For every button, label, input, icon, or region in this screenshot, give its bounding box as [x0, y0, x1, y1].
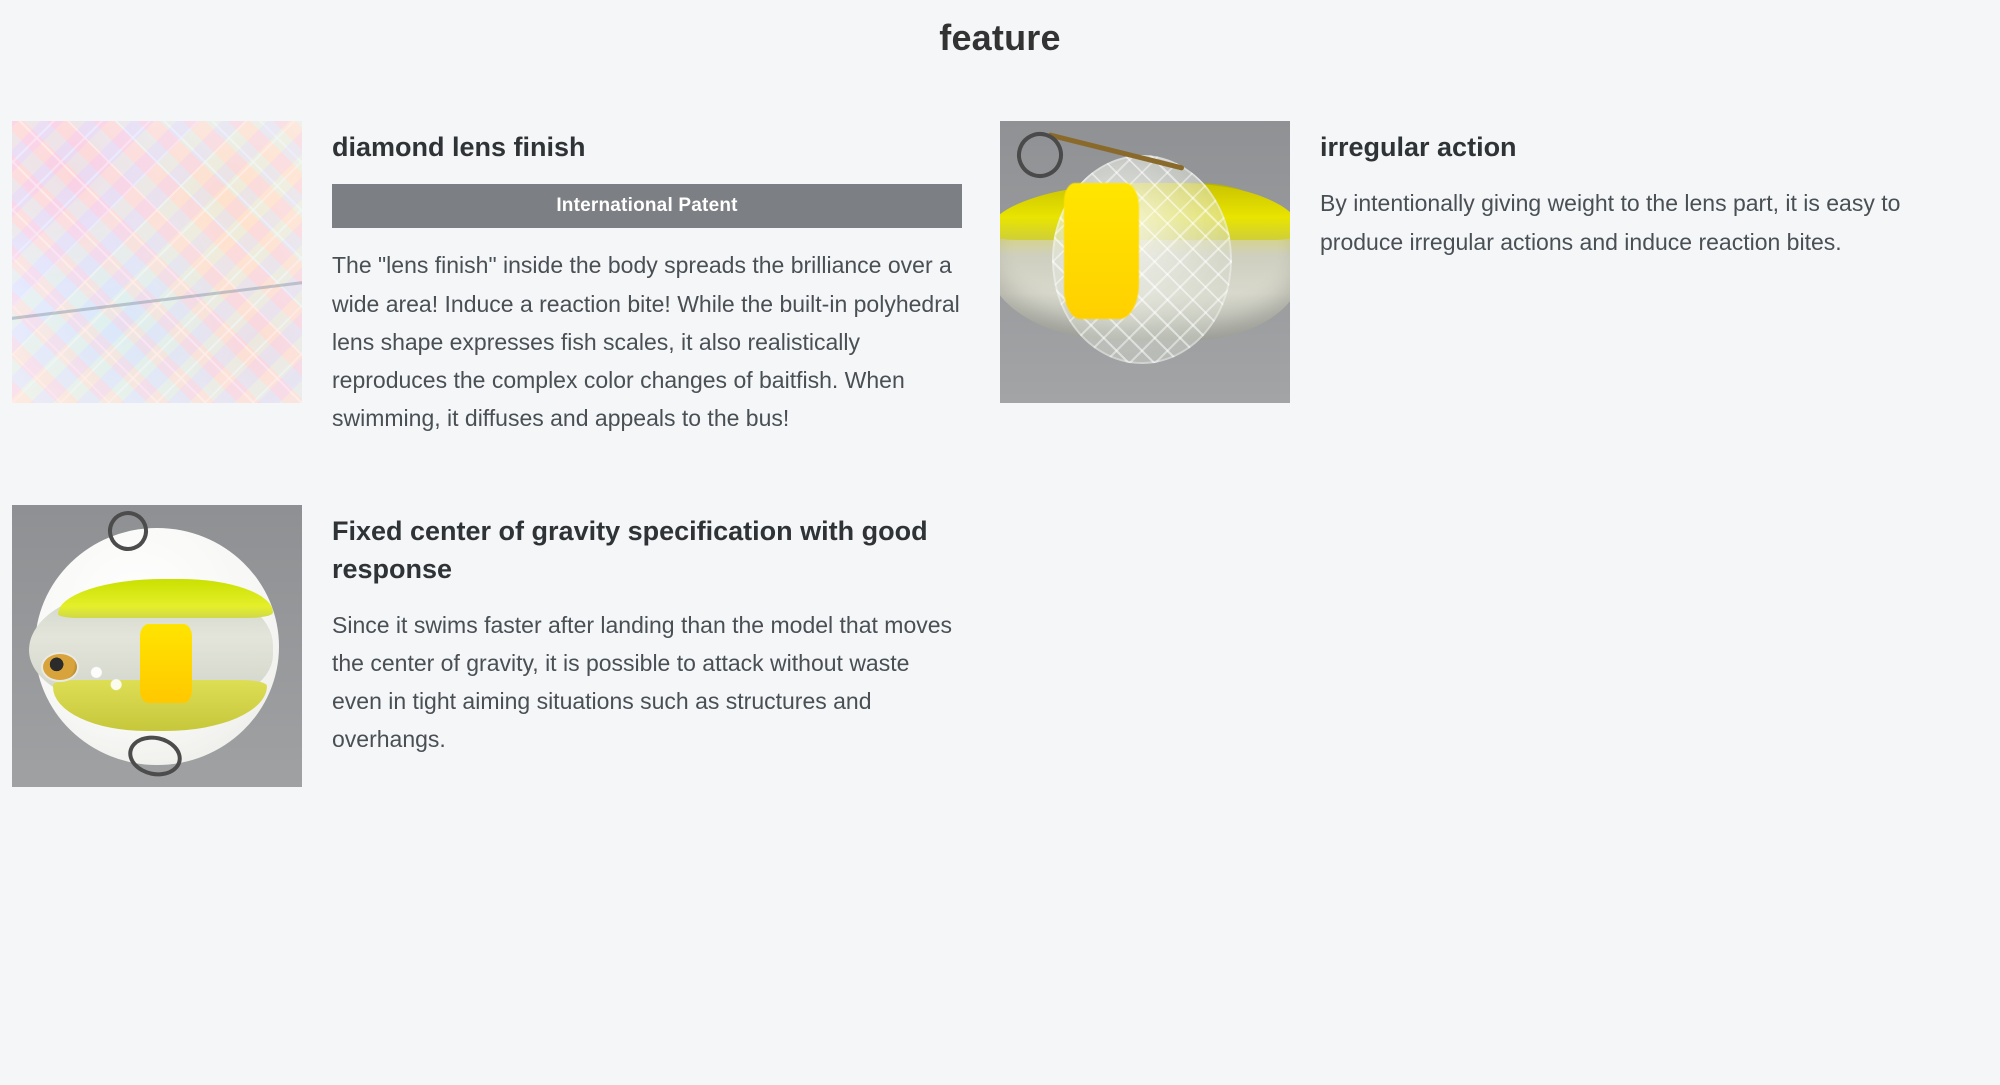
lure-eye: [41, 652, 79, 682]
lure-yellow-patch: [1064, 183, 1139, 318]
fixed-center-of-gravity-photo: [12, 505, 302, 787]
feature-description: By intentionally giving weight to the lens part, it is easy to produce irregular actions and induce reaction bites.: [1320, 190, 1901, 255]
feature-card-fixed-center-of-gravity: [12, 505, 1000, 787]
feature-card-irregular-action: [1000, 121, 1988, 437]
feature-body: [332, 121, 962, 437]
lure-highlight-dots: [87, 652, 133, 703]
feature-body: [332, 505, 962, 758]
status-badge: International Patent: [332, 184, 962, 228]
feature-title: Fixed center of gravity specification with good response: [332, 516, 928, 584]
lure-yellow-patch: [140, 624, 192, 703]
feature-description: The "lens finish" inside the body spreads the brilliance over a wide area! Induce a reaction bite! While the built-in polyhedral lens shape expresses fish scales, it also realistically reproduces the complex color changes of baitfish. When swimming, it diffuses and appeals to the bus!: [332, 252, 960, 432]
irregular-action-photo: [1000, 121, 1290, 403]
feature-description: Since it swims faster after landing than the model that moves the center of gravity, it is possible to attack without waste even in tight aiming situations such as structures and overhangs.: [332, 611, 953, 753]
feature-title: diamond lens finish: [332, 132, 586, 163]
feature-body: [1320, 121, 1950, 261]
diamond-lens-seam: [12, 278, 302, 323]
feature-card-diamond-lens-finish: [12, 121, 1000, 437]
page-title: feature: [939, 17, 1061, 58]
feature-grid: [0, 121, 2000, 787]
feature-title: irregular action: [1320, 132, 1517, 163]
empty-grid-cell: [1000, 437, 1988, 787]
diamond-lens-finish-photo: [12, 121, 302, 403]
